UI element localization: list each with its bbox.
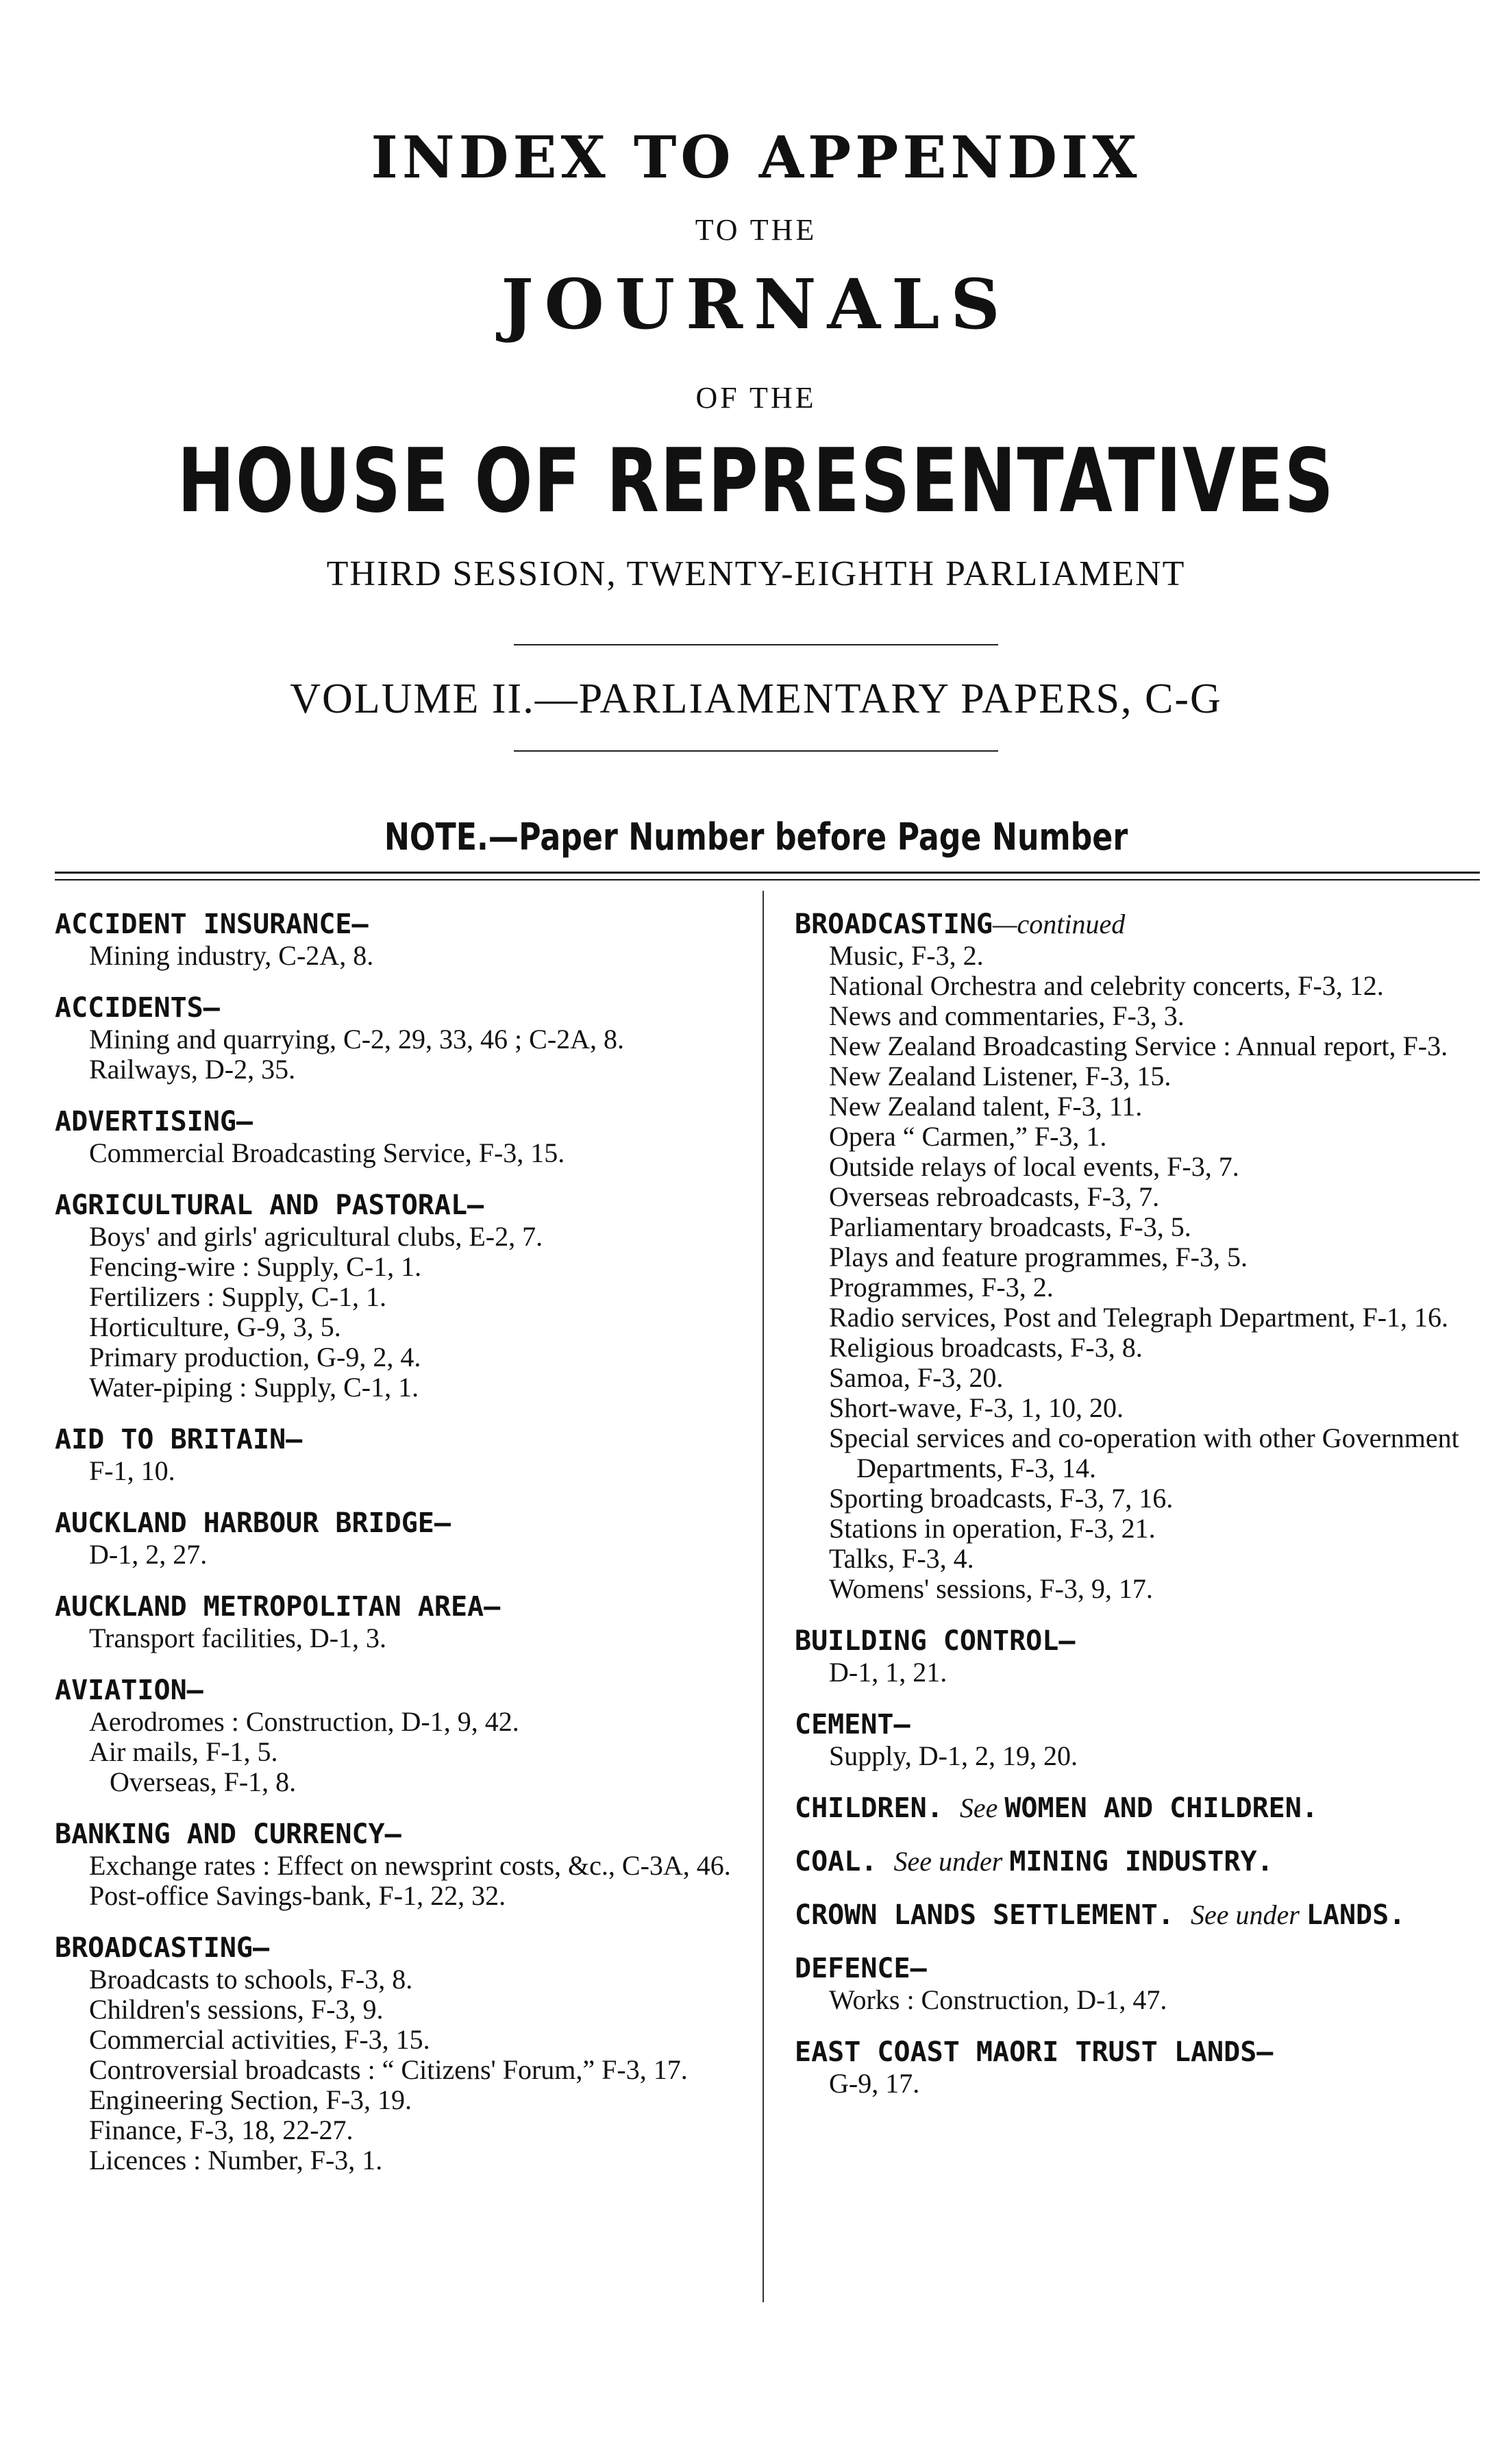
index-title: INDEX TO APPENDIX — [371, 123, 1141, 191]
journals-title: JOURNALS — [501, 264, 1011, 345]
sub-entry: Plays and feature programmes, F-3, 5. — [829, 1242, 1248, 1272]
index-entry — [55, 1189, 747, 1403]
sub-entry: Mining and quarrying, C-2, 29, 33, 46 ; C-2A, 8. — [89, 1024, 625, 1055]
index-entry — [795, 1952, 1487, 2015]
sub-entry: Licences : Number, F-3, 1. — [89, 2145, 383, 2175]
sub-entry: New Zealand Listener, F-3, 15. — [829, 1061, 1172, 1092]
sub-entry: D-1, 1, 21. — [829, 1657, 947, 1688]
sub-entry: Fertilizers : Supply, C-1, 1. — [89, 1281, 387, 1312]
index-entry — [795, 1845, 1487, 1878]
index-entry — [55, 1105, 747, 1168]
cross-reference — [795, 1899, 1487, 1932]
sub-entry: Broadcasts to schools, F-3, 8. — [89, 1964, 413, 1995]
sub-entry: New Zealand talent, F-3, 11. — [829, 1091, 1143, 1122]
entry-heading: AGRICULTURAL AND PASTORAL— — [55, 1189, 484, 1221]
index-entry — [795, 1899, 1487, 1932]
header-rule-2 — [55, 879, 1480, 880]
see-reference: See under — [893, 1846, 1010, 1877]
entry-heading: ACCIDENTS— — [55, 992, 220, 1024]
index-entry — [55, 1818, 747, 1911]
sub-entry: Horticulture, G-9, 3, 5. — [89, 1311, 341, 1342]
index-entry — [55, 1590, 747, 1653]
sub-entry: Opera “ Carmen,” F-3, 1. — [829, 1121, 1107, 1152]
sub-entry: Parliamentary broadcasts, F-3, 5. — [829, 1211, 1191, 1242]
see-reference: See — [959, 1792, 1005, 1823]
entry-heading: EAST COAST MAORI TRUST LANDS— — [795, 2036, 1274, 2068]
sub-entry: Children's sessions, F-3, 9. — [89, 1994, 384, 2025]
divider-rule-top — [514, 644, 998, 645]
entry-heading: BANKING AND CURRENCY— — [55, 1819, 401, 1850]
house-title: HOUSE OF REPRESENTATIVES — [177, 430, 1335, 532]
entry-target: LANDS. — [1306, 1899, 1406, 1931]
see-reference: See under — [1190, 1899, 1306, 1930]
sub-entry: Sporting broadcasts, F-3, 7, 16. — [829, 1483, 1174, 1514]
sub-entry: G-9, 17. — [829, 2068, 920, 2099]
sub-entry: Finance, F-3, 18, 22-27. — [89, 2115, 354, 2145]
sub-entry: Commercial Broadcasting Service, F-3, 15. — [89, 1137, 565, 1168]
entry-heading: BROADCASTING—continued — [795, 909, 1126, 940]
sub-entry: Supply, D-1, 2, 19, 20. — [829, 1740, 1078, 1771]
entry-heading: BUILDING CONTROL— — [795, 1625, 1076, 1657]
sub-entry: Post-office Savings-bank, F-1, 22, 32. — [89, 1880, 506, 1911]
sub-entry: F-1, 10. — [89, 1455, 175, 1486]
session-line: THIRD SESSION, TWENTY-EIGHTH PARLIAMENT — [326, 554, 1186, 593]
sub-entry: Engineering Section, F-3, 19. — [89, 2084, 412, 2115]
index-entry — [55, 1674, 747, 1797]
entry-target: MINING INDUSTRY. — [1009, 1846, 1274, 1877]
sub-entry: Samoa, F-3, 20. — [829, 1362, 1004, 1393]
cross-reference — [795, 1845, 1487, 1878]
continued-label: —continued — [992, 909, 1126, 939]
entry-heading: ADVERTISING— — [55, 1106, 253, 1137]
right-column — [795, 908, 1487, 2119]
sub-entry: Talks, F-3, 4. — [829, 1543, 974, 1574]
index-entry — [795, 1708, 1487, 1771]
sub-entry: Programmes, F-3, 2. — [829, 1272, 1054, 1303]
left-column — [55, 908, 747, 2196]
entry-heading: CHILDREN. — [795, 1792, 960, 1824]
cross-reference — [795, 1792, 1487, 1825]
entry-target: WOMEN AND CHILDREN. — [1004, 1792, 1318, 1824]
of-the-line: OF THE — [695, 381, 817, 415]
entry-heading: AVIATION— — [55, 1675, 203, 1706]
entry-heading: ACCIDENT INSURANCE— — [55, 909, 369, 940]
sub-entry: Railways, D-2, 35. — [89, 1054, 296, 1085]
entry-heading: DEFENCE— — [795, 1953, 927, 1984]
to-the-line: TO THE — [695, 213, 817, 247]
entry-heading: CROWN LANDS SETTLEMENT. — [795, 1899, 1191, 1931]
index-entry — [795, 1625, 1487, 1688]
entry-heading: AID TO BRITAIN— — [55, 1424, 303, 1455]
index-entry — [55, 1932, 747, 2175]
sub-entry: Boys' and girls' agricultural clubs, E-2, 7. — [89, 1221, 543, 1252]
index-entry — [55, 908, 747, 971]
sub-entry: Radio services, Post and Telegraph Department, F-1, 16. — [829, 1302, 1449, 1333]
index-entry — [795, 908, 1487, 1604]
entry-heading: AUCKLAND METROPOLITAN AREA— — [55, 1591, 501, 1623]
entry-heading: AUCKLAND HARBOUR BRIDGE— — [55, 1507, 451, 1539]
sub-entry: Commercial activities, F-3, 15. — [89, 2024, 430, 2055]
sub-entry: Works : Construction, D-1, 47. — [829, 1984, 1167, 2015]
sub-entry: Short-wave, F-3, 1, 10, 20. — [829, 1392, 1124, 1423]
header-rule-1 — [55, 872, 1480, 874]
sub-entry: Outside relays of local events, F-3, 7. — [829, 1151, 1239, 1182]
sub-entry: Religious broadcasts, F-3, 8. — [829, 1332, 1143, 1363]
index-entry — [55, 991, 747, 1085]
volume-line: VOLUME II.—PARLIAMENTARY PAPERS, C-G — [290, 676, 1222, 722]
sub-entry: Womens' sessions, F-3, 9, 17. — [829, 1573, 1153, 1604]
note-line: NOTE.—Paper Number before Page Number — [384, 815, 1128, 859]
index-entry — [795, 2036, 1487, 2099]
sub-entry: Controversial broadcasts : “ Citizens' Forum,” F-3, 17. — [89, 2054, 688, 2085]
sub-entry: New Zealand Broadcasting Service : Annual report, F-3. — [829, 1031, 1448, 1061]
sub-entry: Overseas rebroadcasts, F-3, 7. — [829, 1181, 1160, 1212]
sub-entry: Fencing-wire : Supply, C-1, 1. — [89, 1251, 422, 1282]
sub-entry: Stations in operation, F-3, 21. — [829, 1513, 1156, 1544]
sub-entry: D-1, 2, 27. — [89, 1539, 208, 1570]
index-entry — [795, 1792, 1487, 1825]
sub-entry: News and commentaries, F-3, 3. — [829, 1000, 1185, 1031]
divider-rule-bottom — [514, 750, 998, 752]
sub-entry: Music, F-3, 2. — [829, 940, 984, 971]
entry-heading: BROADCASTING— — [55, 1932, 270, 1964]
sub-entry: Primary production, G-9, 2, 4. — [89, 1342, 421, 1372]
sub-entry: National Orchestra and celebrity concerts, F-3, 12. — [829, 970, 1384, 1001]
sub-entry: Special services and co-operation with other Government Departments, F-3, 14. — [829, 1422, 1459, 1483]
sub-entry: Aerodromes : Construction, D-1, 9, 42. — [89, 1706, 519, 1737]
column-divider — [763, 891, 764, 2302]
sub-entry: Transport facilities, D-1, 3. — [89, 1623, 387, 1653]
entry-heading: COAL. — [795, 1846, 894, 1877]
index-entry — [55, 1507, 747, 1570]
sub-entry: Air mails, F-1, 5. — [89, 1736, 278, 1767]
sub-entry: Overseas, F-1, 8. — [110, 1766, 297, 1797]
sub-entry: Mining industry, C-2A, 8. — [89, 940, 374, 971]
entry-heading: CEMENT— — [795, 1709, 910, 1740]
index-entry — [55, 1423, 747, 1486]
sub-entry: Water-piping : Supply, C-1, 1. — [89, 1372, 419, 1403]
sub-entry: Exchange rates : Effect on newsprint costs, &c., C-3A, 46. — [89, 1850, 731, 1881]
